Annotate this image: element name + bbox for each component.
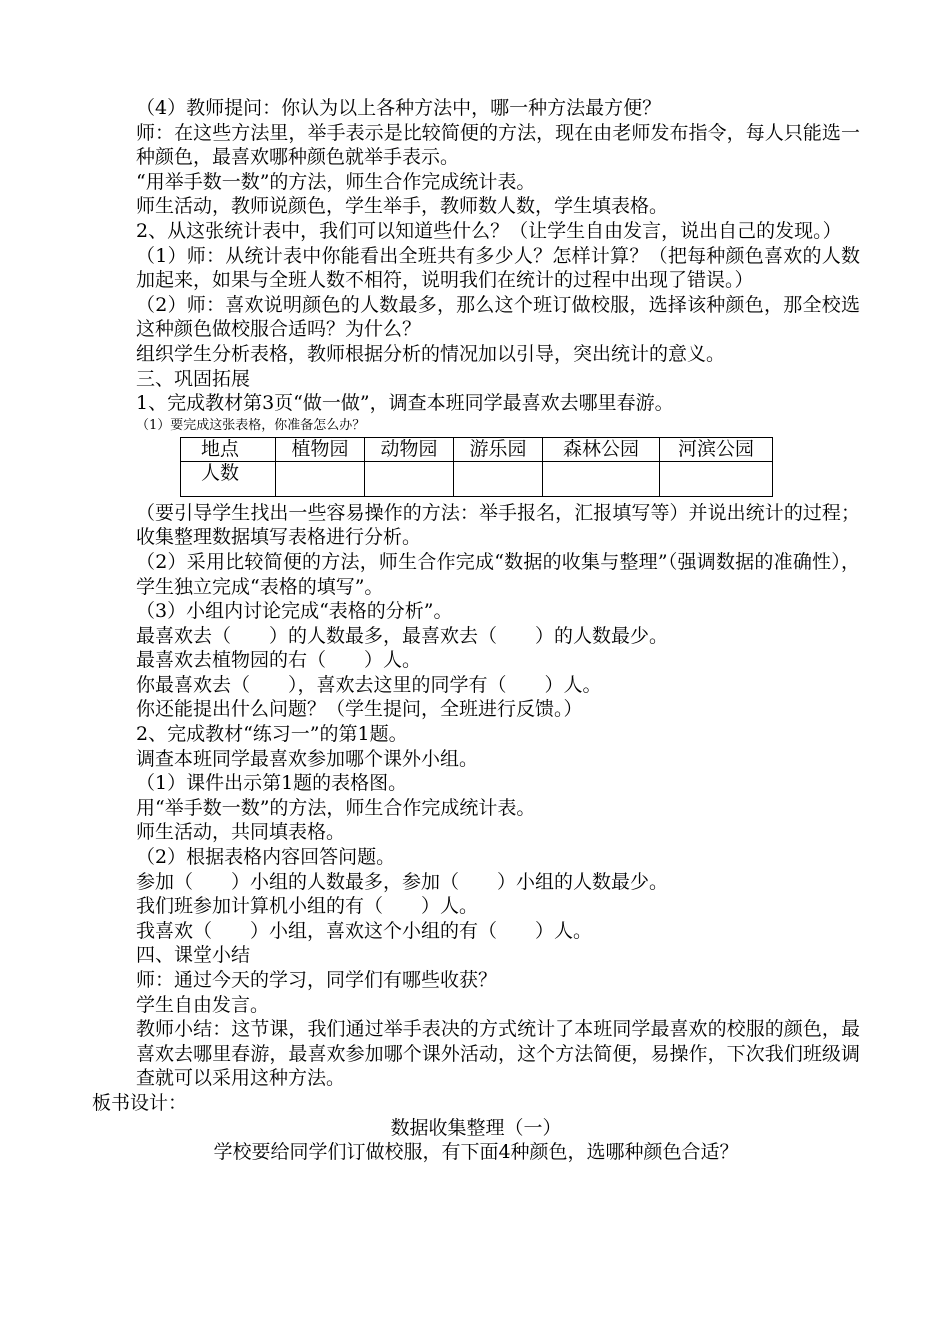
board-subtitle: 学校要给同学们订做校服，有下面4种颜色，选哪种颜色合适？ <box>213 1141 739 1164</box>
paragraph: 师：在这些方法里，举手表示是比较简便的方法，现在由老师发布指令，每人只能选一种颜色，最喜欢哪种颜色就举手表示。 <box>136 121 860 169</box>
lesson-text <box>92 96 860 1165</box>
paragraph: 师生活动，共同填表格。 <box>136 821 346 844</box>
paragraph: 1、完成教材第3页“做一做”，调查本班同学最喜欢去哪里春游。 <box>136 392 674 415</box>
bottom-paragraphs <box>92 501 860 1116</box>
table-cell: 游乐园 <box>454 437 543 461</box>
paragraph: 我们班参加计算机小组的有（ ）人。 <box>136 895 479 918</box>
paragraph: 教师小结：这节课，我们通过举手表决的方式统计了本班同学最喜欢的校服的颜色，最喜欢去哪里春游，最喜欢参加哪个课外活动，这个方法简便，易操作，下次我们班级调查就可以采用这种方法。 <box>136 1018 860 1090</box>
paragraph: （4）教师提问：你认为以上各种方法中，哪一种方法最方便？ <box>136 97 662 119</box>
paragraph: “用举手数一数”的方法，师生合作完成统计表。 <box>136 170 536 193</box>
paragraph: 组织学生分析表格，教师根据分析的情况加以引导，突出统计的意义。 <box>136 342 726 365</box>
paragraph: 师生活动，教师说颜色，学生举手，教师数人数，学生填表格。 <box>136 195 669 218</box>
table-header-row <box>181 437 773 461</box>
paragraph: 你还能提出什么问题？（学生提问，全班进行反馈。） <box>136 698 583 721</box>
paragraph: 用“举手数一数”的方法，师生合作完成统计表。 <box>136 796 536 819</box>
table-count-row <box>181 461 773 496</box>
table-cell: 地点 <box>181 437 276 461</box>
table-cell-empty <box>660 461 773 496</box>
paragraph: 我喜欢（ ）小组，喜欢这个小组的有（ ）人。 <box>136 919 593 942</box>
paragraph: 最喜欢去（ ）的人数最多，最喜欢去（ ）的人数最少。 <box>136 624 669 647</box>
table-prompt: （1）要完成这张表格，你准备怎么办？ <box>136 417 366 433</box>
paragraph: 2、从这张统计表中，我们可以知道些什么？（让学生自由发言，说出自己的发现。） <box>136 219 842 242</box>
paragraph: （2）采用比较简便的方法，师生合作完成“数据的收集与整理”（强调数据的准确性），学生独立完成“表格的填写”。 <box>136 550 860 598</box>
paragraph: （要引导学生找出一些容易操作的方法：举手报名，汇报填写等）并说出统计的过程；收集整理数据填写表格进行分析。 <box>136 501 860 549</box>
paragraph: 参加（ ）小组的人数最多，参加（ ）小组的人数最少。 <box>136 870 669 893</box>
table-cell: 植物园 <box>276 437 365 461</box>
paragraph: 调查本班同学最喜欢参加哪个课外小组。 <box>136 747 479 770</box>
table-cell-empty <box>454 461 543 496</box>
paragraph: 三、巩固拓展 <box>136 367 251 390</box>
paragraph: （3）小组内讨论完成“表格的分析”。 <box>136 600 453 623</box>
paragraph: 四、课堂小结 <box>136 944 251 967</box>
paragraph: 板书设计： <box>92 1091 188 1114</box>
paragraph: 学生自由发言。 <box>136 993 270 1016</box>
paragraph: 2、完成教材“练习一”的第1题。 <box>136 723 408 746</box>
spring-trip-table <box>180 437 773 497</box>
paragraph: （2）师：喜欢说明颜色的人数最多，那么这个班订做校服，选择该种颜色，那全校选这种颜色做校服合适吗？为什么？ <box>136 293 860 341</box>
table-cell-empty <box>543 461 660 496</box>
paragraph: 你最喜欢去（ ），喜欢去这里的同学有（ ）人。 <box>136 673 602 696</box>
table-cell-empty <box>276 461 365 496</box>
paragraph: （1）师：从统计表中你能看出全班共有多少人？怎样计算？（把每种颜色喜欢的人数加起来，如果与全班人数不相符，说明我们在统计的过程中出现了错误。） <box>136 244 860 292</box>
table-cell: 人数 <box>181 461 276 496</box>
paragraph: 师：通过今天的学习，同学们有哪些收获？ <box>136 969 498 991</box>
paragraph: 最喜欢去植物园的右（ ）人。 <box>136 649 422 672</box>
table-cell: 动物园 <box>365 437 454 461</box>
table-cell-empty <box>365 461 454 496</box>
paragraph: （2）根据表格内容回答问题。 <box>136 846 396 869</box>
paragraph: （1）课件出示第1题的表格图。 <box>136 772 408 795</box>
table-cell: 河滨公园 <box>660 437 773 461</box>
top-paragraphs <box>92 96 860 416</box>
table-cell: 森林公园 <box>543 437 660 461</box>
board-title: 数据收集整理（一） <box>390 1116 562 1139</box>
